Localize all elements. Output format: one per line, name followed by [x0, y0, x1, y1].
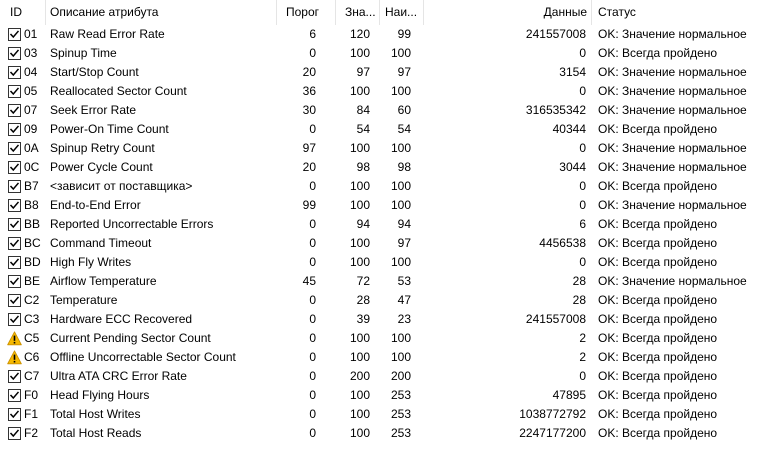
column-header-threshold[interactable]: Порог: [286, 5, 320, 19]
raw-data-value: 2: [579, 331, 586, 345]
status-text: OK: Всегда пройдено: [598, 293, 718, 307]
table-row[interactable]: [0, 424, 759, 443]
attribute-name: Spinup Retry Count: [50, 141, 155, 155]
threshold-value: 0: [309, 312, 316, 326]
worst-value: 100: [390, 84, 411, 98]
column-divider[interactable]: [423, 0, 424, 25]
warning-icon: [7, 331, 22, 346]
worst-value: 253: [390, 407, 411, 421]
attribute-id: BB: [24, 217, 41, 231]
current-value: 100: [349, 141, 370, 155]
status-text: OK: Всегда пройдено: [598, 350, 718, 364]
checkbox-checked-icon[interactable]: [7, 122, 22, 137]
attribute-name: Total Host Writes: [50, 407, 141, 421]
column-divider[interactable]: [335, 0, 336, 25]
attribute-id: C7: [24, 369, 40, 383]
column-divider[interactable]: [45, 0, 46, 25]
worst-value: 100: [390, 331, 411, 345]
status-text: OK: Значение нормальное: [598, 84, 747, 98]
current-value: 94: [356, 217, 370, 231]
table-row[interactable]: [0, 310, 759, 329]
attribute-name: Reported Uncorrectable Errors: [50, 217, 214, 231]
worst-value: 100: [390, 198, 411, 212]
raw-data-value: 241557008: [525, 27, 586, 41]
status-text: OK: Значение нормальное: [598, 141, 747, 155]
column-header-worst[interactable]: Наи...: [385, 5, 418, 19]
table-row[interactable]: [0, 348, 759, 367]
worst-value: 100: [390, 255, 411, 269]
attribute-id: C5: [24, 331, 40, 345]
current-value: 100: [349, 407, 370, 421]
status-text: OK: Всегда пройдено: [598, 331, 718, 345]
raw-data-value: 28: [572, 293, 586, 307]
checkbox-checked-icon[interactable]: [7, 407, 22, 422]
threshold-value: 0: [309, 236, 316, 250]
warning-icon: [7, 350, 22, 365]
threshold-value: 0: [309, 426, 316, 440]
threshold-value: 0: [309, 350, 316, 364]
current-value: 100: [349, 46, 370, 60]
status-text: OK: Значение нормальное: [598, 103, 747, 117]
attribute-name: Current Pending Sector Count: [50, 331, 211, 345]
attribute-id: B7: [24, 179, 39, 193]
table-row[interactable]: [0, 25, 759, 44]
current-value: 100: [349, 388, 370, 402]
attribute-id: BC: [24, 236, 41, 250]
worst-value: 53: [397, 274, 411, 288]
table-row[interactable]: [0, 215, 759, 234]
current-value: 72: [356, 274, 370, 288]
threshold-value: 0: [309, 293, 316, 307]
table-row[interactable]: [0, 44, 759, 63]
column-divider[interactable]: [379, 0, 380, 25]
attribute-id: BE: [24, 274, 41, 288]
checkbox-checked-icon[interactable]: [7, 103, 22, 118]
worst-value: 47: [397, 293, 411, 307]
attribute-name: High Fly Writes: [50, 255, 132, 269]
checkbox-checked-icon[interactable]: [7, 255, 22, 270]
table-row[interactable]: [0, 367, 759, 386]
table-row[interactable]: [0, 272, 759, 291]
checkbox-checked-icon[interactable]: [7, 274, 22, 289]
table-row[interactable]: [0, 101, 759, 120]
worst-value: 60: [397, 103, 411, 117]
table-row[interactable]: [0, 177, 759, 196]
attribute-id: 07: [24, 103, 38, 117]
raw-data-value: 316535342: [525, 103, 586, 117]
raw-data-value: 0: [579, 198, 586, 212]
attribute-id: F1: [24, 407, 39, 421]
current-value: 97: [356, 65, 370, 79]
table-row[interactable]: [0, 291, 759, 310]
worst-value: 200: [390, 369, 411, 383]
column-header-id[interactable]: ID: [10, 5, 22, 19]
current-value: 54: [356, 122, 370, 136]
raw-data-value: 2: [579, 350, 586, 364]
current-value: 100: [349, 198, 370, 212]
column-divider[interactable]: [591, 0, 592, 25]
raw-data-value: 6: [579, 217, 586, 231]
threshold-value: 0: [309, 217, 316, 231]
attribute-id: C2: [24, 293, 40, 307]
raw-data-value: 0: [579, 46, 586, 60]
status-text: OK: Значение нормальное: [598, 274, 747, 288]
worst-value: 100: [390, 141, 411, 155]
column-divider[interactable]: [276, 0, 277, 25]
worst-value: 98: [397, 160, 411, 174]
raw-data-value: 3154: [559, 65, 586, 79]
status-text: OK: Всегда пройдено: [598, 255, 718, 269]
worst-value: 253: [390, 426, 411, 440]
table-row[interactable]: [0, 329, 759, 348]
attribute-id: 04: [24, 65, 38, 79]
table-body: [0, 25, 759, 443]
attribute-name: Offline Uncorrectable Sector Count: [50, 350, 236, 364]
raw-data-value: 3044: [559, 160, 586, 174]
threshold-value: 97: [302, 141, 316, 155]
status-text: OK: Значение нормальное: [598, 27, 747, 41]
current-value: 98: [356, 160, 370, 174]
attribute-name: Command Timeout: [50, 236, 152, 250]
checkbox-checked-icon[interactable]: [7, 141, 22, 156]
raw-data-value: 0: [579, 141, 586, 155]
threshold-value: 20: [302, 160, 316, 174]
current-value: 100: [349, 84, 370, 98]
table-row[interactable]: [0, 196, 759, 215]
worst-value: 23: [397, 312, 411, 326]
current-value: 28: [356, 293, 370, 307]
status-text: OK: Всегда пройдено: [598, 388, 718, 402]
raw-data-value: 2247177200: [519, 426, 586, 440]
attribute-name: Seek Error Rate: [50, 103, 137, 117]
worst-value: 100: [390, 350, 411, 364]
status-text: OK: Всегда пройдено: [598, 369, 718, 383]
table-row[interactable]: [0, 120, 759, 139]
checkbox-checked-icon[interactable]: [7, 312, 22, 327]
threshold-value: 0: [309, 255, 316, 269]
attribute-name: Ultra ATA CRC Error Rate: [50, 369, 187, 383]
raw-data-value: 0: [579, 369, 586, 383]
checkbox-checked-icon[interactable]: [7, 65, 22, 80]
current-value: 100: [349, 426, 370, 440]
table-header: [0, 0, 759, 25]
attribute-id: 09: [24, 122, 38, 136]
checkbox-checked-icon[interactable]: [7, 27, 22, 42]
threshold-value: 99: [302, 198, 316, 212]
raw-data-value: 241557008: [525, 312, 586, 326]
current-value: 120: [349, 27, 370, 41]
column-header-value[interactable]: Зна...: [345, 5, 376, 19]
attribute-name: End-to-End Error: [50, 198, 141, 212]
attribute-name: Start/Stop Count: [50, 65, 139, 79]
threshold-value: 0: [309, 331, 316, 345]
worst-value: 99: [397, 27, 411, 41]
status-text: OK: Всегда пройдено: [598, 407, 718, 421]
attribute-name: Raw Read Error Rate: [50, 27, 165, 41]
status-text: OK: Всегда пройдено: [598, 179, 718, 193]
attribute-name: Power Cycle Count: [50, 160, 153, 174]
attribute-id: F0: [24, 388, 39, 402]
attribute-id: 0C: [24, 160, 40, 174]
worst-value: 100: [390, 179, 411, 193]
attribute-id: C6: [24, 350, 40, 364]
status-text: OK: Всегда пройдено: [598, 236, 718, 250]
table-row[interactable]: [0, 158, 759, 177]
table-row[interactable]: [0, 386, 759, 405]
raw-data-value: 0: [579, 179, 586, 193]
status-text: OK: Значение нормальное: [598, 198, 747, 212]
attribute-id: 0A: [24, 141, 39, 155]
table-row[interactable]: [0, 234, 759, 253]
column-header-name[interactable]: Описание атрибута: [50, 5, 159, 19]
raw-data-value: 0: [579, 255, 586, 269]
attribute-id: B8: [24, 198, 39, 212]
current-value: 100: [349, 331, 370, 345]
status-text: OK: Всегда пройдено: [598, 312, 718, 326]
table-row[interactable]: [0, 82, 759, 101]
current-value: 100: [349, 255, 370, 269]
threshold-value: 0: [309, 407, 316, 421]
checkbox-checked-icon[interactable]: [7, 46, 22, 61]
attribute-id: 05: [24, 84, 38, 98]
raw-data-value: 4456538: [539, 236, 586, 250]
raw-data-value: 0: [579, 84, 586, 98]
status-text: OK: Всегда пройдено: [598, 217, 718, 231]
threshold-value: 45: [302, 274, 316, 288]
threshold-value: 0: [309, 122, 316, 136]
attribute-name: Power-On Time Count: [50, 122, 169, 136]
threshold-value: 0: [309, 388, 316, 402]
worst-value: 97: [397, 65, 411, 79]
attribute-id: 03: [24, 46, 38, 60]
threshold-value: 36: [302, 84, 316, 98]
threshold-value: 30: [302, 103, 316, 117]
raw-data-value: 40344: [552, 122, 586, 136]
attribute-id: BD: [24, 255, 41, 269]
threshold-value: 0: [309, 46, 316, 60]
threshold-value: 6: [309, 27, 316, 41]
worst-value: 94: [397, 217, 411, 231]
threshold-value: 0: [309, 369, 316, 383]
attribute-id: 01: [24, 27, 38, 41]
checkbox-checked-icon[interactable]: [7, 293, 22, 308]
raw-data-value: 1038772792: [519, 407, 586, 421]
checkbox-checked-icon[interactable]: [7, 426, 22, 441]
column-header-raw-data[interactable]: Данные: [543, 5, 587, 19]
column-header-status[interactable]: Статус: [598, 5, 636, 19]
checkbox-checked-icon[interactable]: [7, 236, 22, 251]
checkbox-checked-icon[interactable]: [7, 160, 22, 175]
threshold-value: 20: [302, 65, 316, 79]
raw-data-value: 28: [572, 274, 586, 288]
worst-value: 54: [397, 122, 411, 136]
table-row[interactable]: [0, 405, 759, 424]
checkbox-checked-icon[interactable]: [7, 369, 22, 384]
status-text: OK: Значение нормальное: [598, 65, 747, 79]
status-text: OK: Всегда пройдено: [598, 46, 718, 60]
attribute-name: Head Flying Hours: [50, 388, 150, 402]
raw-data-value: 47895: [552, 388, 586, 402]
attribute-name: Hardware ECC Recovered: [50, 312, 193, 326]
checkbox-checked-icon[interactable]: [7, 388, 22, 403]
checkbox-checked-icon[interactable]: [7, 179, 22, 194]
attribute-id: C3: [24, 312, 40, 326]
table-row[interactable]: [0, 253, 759, 272]
worst-value: 253: [390, 388, 411, 402]
checkbox-checked-icon[interactable]: [7, 198, 22, 213]
worst-value: 97: [397, 236, 411, 250]
attribute-name: <зависит от поставщика>: [50, 179, 193, 193]
attribute-name: Airflow Temperature: [50, 274, 157, 288]
current-value: 200: [349, 369, 370, 383]
current-value: 39: [356, 312, 370, 326]
checkbox-checked-icon[interactable]: [7, 84, 22, 99]
status-text: OK: Всегда пройдено: [598, 426, 718, 440]
threshold-value: 0: [309, 179, 316, 193]
attribute-id: F2: [24, 426, 39, 440]
current-value: 100: [349, 179, 370, 193]
attribute-name: Reallocated Sector Count: [50, 84, 187, 98]
attribute-name: Total Host Reads: [50, 426, 142, 440]
table-row[interactable]: [0, 63, 759, 82]
current-value: 100: [349, 350, 370, 364]
current-value: 84: [356, 103, 370, 117]
status-text: OK: Всегда пройдено: [598, 122, 718, 136]
checkbox-checked-icon[interactable]: [7, 217, 22, 232]
status-text: OK: Значение нормальное: [598, 160, 747, 174]
attribute-name: Temperature: [50, 293, 118, 307]
attribute-name: Spinup Time: [50, 46, 117, 60]
table-row[interactable]: [0, 139, 759, 158]
worst-value: 100: [390, 46, 411, 60]
current-value: 100: [349, 236, 370, 250]
